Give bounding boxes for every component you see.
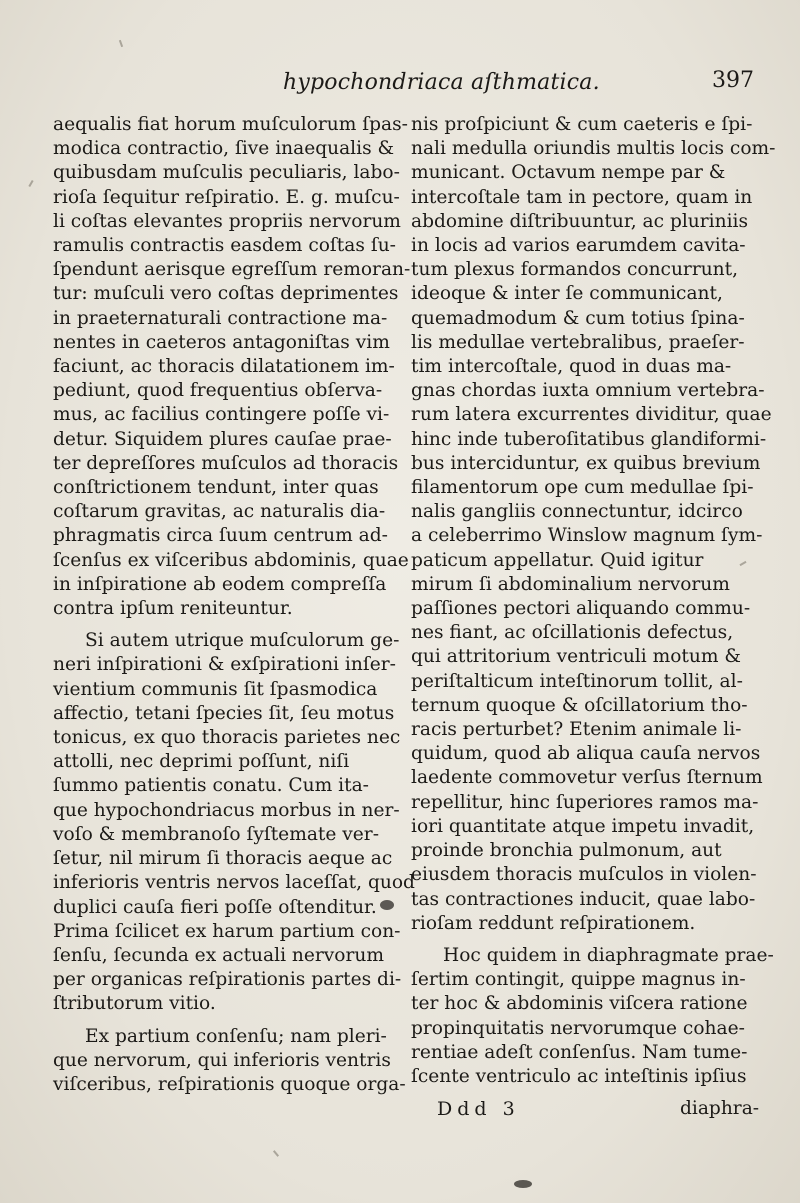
- text-line: racis perturbet? Etenim animale li-: [411, 719, 742, 741]
- text-line: ramulis contractis easdem coſtas ſu-: [53, 235, 396, 257]
- text-line: proinde bronchia pulmonum, aut: [411, 840, 722, 862]
- text-line: in locis ad varios earumdem cavita-: [411, 235, 746, 257]
- paper-fleck: [28, 180, 33, 187]
- text-line: que nervorum, qui inferioris ventris: [53, 1049, 391, 1071]
- catchword: diaphra-: [680, 1098, 760, 1119]
- page-footer: [0, 1098, 800, 1128]
- text-line: attolli, nec deprimi poſſunt, niſi: [53, 751, 350, 773]
- text-line: voſo & membranoſo ſyſtemate ver-: [53, 823, 379, 845]
- text-line: a celeberrimo Winslow magnum ſym-: [411, 525, 763, 547]
- text-line: rum latera excurrentes dividitur, quae: [411, 404, 772, 426]
- text-line: nalis gangliis connectuntur, idcirco: [411, 501, 743, 523]
- text-line: inferioris ventris nervos laceſſat, quod: [53, 872, 415, 894]
- text-line: viſceribus, reſpirationis quoque orga-: [53, 1073, 406, 1095]
- text-line: Prima ſcilicet ex harum partium con-: [53, 920, 401, 942]
- text-line: municant. Octavum nempe par &: [411, 162, 726, 184]
- text-line: rioſa ſequitur reſpiratio. E. g. muſcu-: [53, 186, 400, 208]
- text-line: faciunt, ac thoracis dilatationem im-: [53, 356, 395, 378]
- paragraph-first-line: Ex partium conſenſu; nam pleri-: [85, 1025, 387, 1047]
- text-line: gnas chordas iuxta omnium vertebra-: [411, 380, 765, 402]
- text-line: ter hoc & abdominis viſcera ratione: [411, 993, 748, 1015]
- text-line: iori quantitate atque impetu invadit,: [411, 815, 755, 837]
- running-title: hypochondriaca aſthmatica.: [283, 70, 600, 95]
- text-line: ſpendunt aerisque egreſſum remoran-: [53, 259, 411, 281]
- text-line: ſcenſus ex viſceribus abdominis, quae: [53, 549, 409, 571]
- text-line: rentiae adeſt conſenſus. Nam tume-: [411, 1041, 748, 1063]
- text-line: propinquitatis nervorumque cohae-: [411, 1017, 745, 1039]
- text-line: nentes in caeteros antagoniſtas vim: [53, 331, 390, 353]
- text-line: eiusdem thoracis muſculos in violen-: [411, 864, 757, 886]
- text-line: hinc inde tuberoſitatibus glandiformi-: [411, 428, 767, 450]
- text-line: qui attritorium ventriculi motum &: [411, 646, 741, 668]
- page-number: 397: [712, 68, 754, 93]
- text-line: ſenſu, ſecunda ex actuali nervorum: [53, 944, 384, 966]
- text-line: nes fiant, ac oſcillationis defectus,: [411, 622, 734, 644]
- text-line: contra ipſum reniteuntur.: [53, 598, 293, 620]
- right-column: [411, 113, 776, 1089]
- text-line: mirum ſi abdominalium nervorum: [411, 573, 730, 595]
- text-line: aequalis fiat horum muſculorum ſpas-: [53, 114, 408, 135]
- left-column: [53, 113, 415, 1097]
- text-line: ter depreſſores muſculos ad thoracis: [53, 452, 399, 474]
- paper-fleck: [273, 1150, 279, 1157]
- text-line: ſertim contingit, quippe magnus in-: [411, 969, 746, 991]
- text-line: paſſiones pectori aliquando commu-: [411, 598, 751, 620]
- text-line: ſummo patientis conatu. Cum ita-: [53, 775, 369, 797]
- text-line: duplici cauſa fieri poſſe oſtenditur.: [53, 896, 377, 918]
- text-line: quemadmodum & cum totius ſpina-: [411, 307, 745, 329]
- text-line: mus, ac facilius contingere poſſe vi-: [53, 404, 390, 426]
- text-line: periſtalticum inteſtinorum tollit, al-: [411, 670, 743, 692]
- text-line: tim intercoſtale, quod in duas ma-: [411, 356, 732, 378]
- text-line: modica contractio, ſive inaequalis &: [53, 138, 395, 160]
- text-line: in praeternaturali contractione ma-: [53, 307, 388, 329]
- text-line: tonicus, ex quo thoracis parietes nec: [53, 727, 401, 749]
- text-line: nis proſpiciunt & cum caeteris e ſpi-: [411, 114, 753, 135]
- text-line: paticum appellatur. Quid igitur: [411, 549, 704, 571]
- text-line: lis medullae vertebralibus, praeſer-: [411, 331, 745, 353]
- text-line: bus interciduntur, ex quibus brevium: [411, 452, 761, 474]
- text-line: ſetur, nil mirum ſi thoracis aeque ac: [53, 848, 393, 870]
- text-line: pediunt, quod frequentius obſerva-: [53, 380, 383, 402]
- paper-fleck: [119, 40, 123, 47]
- text-line: affectio, tetani ſpecies ſit, ſeu motus: [53, 702, 395, 724]
- text-line: tur: muſculi vero coſtas deprimentes: [53, 283, 399, 305]
- text-line: tas contractiones inducit, quae labo-: [411, 888, 756, 910]
- text-line: phragmatis circa ſuum centrum ad-: [53, 525, 388, 547]
- paragraph-first-line: Hoc quidem in diaphragmate prae-: [443, 944, 774, 966]
- text-line: detur. Siquidem plures cauſae prae-: [53, 428, 392, 450]
- text-line: in inſpiratione ab eodem compreſſa: [53, 573, 387, 595]
- text-line: li coſtas elevantes propriis nervorum: [53, 210, 401, 232]
- text-line: laedente commovetur verſus ſternum: [411, 767, 763, 789]
- text-line: que hypochondriacus morbus in ner-: [53, 799, 400, 821]
- text-line: repellitur, hinc ſuperiores ramos ma-: [411, 791, 759, 813]
- text-line: filamentorum ope cum medullae ſpi-: [411, 477, 754, 499]
- paragraph-first-line: Si autem utrique muſculorum ge-: [85, 630, 400, 652]
- ink-blot: [380, 900, 394, 910]
- text-line: conſtrictionem tendunt, inter quas: [53, 477, 379, 499]
- text-line: rioſam reddunt reſpirationem.: [411, 912, 696, 934]
- text-line: abdomine diſtribuuntur, ac pluriniis: [411, 210, 749, 232]
- ink-blot: [514, 1180, 532, 1188]
- signature-mark: Ddd 3: [437, 1098, 520, 1120]
- text-line: vientium communis ſit ſpasmodica: [53, 678, 378, 700]
- text-line: nali medulla oriundis multis locis com-: [411, 138, 776, 160]
- text-line: neri inſpirationi & exſpirationi inſer-: [53, 654, 396, 676]
- text-line: tum plexus formandos concurrunt,: [411, 259, 739, 281]
- text-line: coſtarum gravitas, ac naturalis dia-: [53, 501, 386, 523]
- text-line: ideoque & inter ſe communicant,: [411, 283, 723, 305]
- text-line: per organicas reſpirationis partes di-: [53, 969, 402, 991]
- text-line: ternum quoque & oſcillatorium tho-: [411, 694, 748, 716]
- text-line: ſcente ventriculo ac inteſtinis ipſius: [411, 1065, 747, 1087]
- page-header: [0, 70, 800, 100]
- text-line: intercoſtale tam in pectore, quam in: [411, 186, 753, 208]
- text-line: quibusdam muſculis peculiaris, labo-: [53, 162, 400, 184]
- text-line: quidum, quod ab aliqua cauſa nervos: [411, 743, 761, 765]
- text-line: ſtributorum vitio.: [53, 993, 216, 1015]
